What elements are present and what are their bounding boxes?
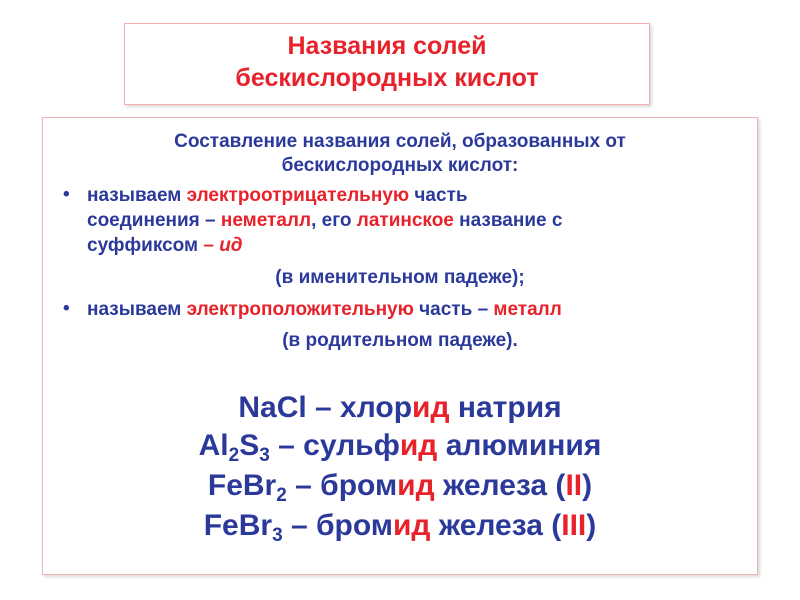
- bullet-1-text: название с: [453, 210, 563, 231]
- term-nonmetal: неметалл: [220, 210, 312, 231]
- formula-text: – бром: [286, 469, 398, 502]
- bullet-2-text: называем: [87, 299, 187, 320]
- formula-text: натрия: [449, 391, 562, 424]
- formula-text: ): [586, 509, 597, 542]
- intro-line-2: бескислородных кислот:: [281, 155, 519, 176]
- bullet-marker-1: •: [63, 184, 70, 205]
- suffix-id: ид: [399, 429, 438, 462]
- bullet-marker-2: •: [63, 298, 70, 319]
- title-line-1: Названия солей: [287, 32, 487, 60]
- formula-text: FeBr: [207, 469, 277, 502]
- bullet-1-text: соединения –: [87, 210, 221, 231]
- term-suffix-id: – ид: [203, 235, 243, 256]
- bullet-2-text: часть –: [413, 299, 494, 320]
- bullet-1-text: называем: [87, 185, 187, 206]
- term-metal: металл: [493, 299, 562, 320]
- bullet-1-text: , его: [311, 210, 357, 231]
- formula-text: Al: [198, 429, 229, 462]
- valence: III: [561, 509, 587, 542]
- intro-text: [43, 130, 757, 178]
- formula-text: – сульф: [269, 429, 400, 462]
- subscript: 2: [228, 445, 240, 466]
- title-line-2: бескислородных кислот: [235, 64, 539, 92]
- valence: II: [565, 469, 583, 502]
- subscript: 3: [272, 525, 283, 546]
- bullet-2-note: (в родительном падеже).: [282, 330, 518, 351]
- bullet-1-note: (в именительном падеже);: [275, 267, 525, 288]
- term-electronegative: электроотрицательную: [186, 185, 410, 206]
- bullet-1-line-2: [87, 209, 562, 233]
- bullet-1-text: суффиксом: [87, 235, 204, 256]
- formula-text: железа (: [434, 469, 566, 502]
- suffix-id: ид: [412, 391, 450, 424]
- formula-text: S: [239, 429, 260, 462]
- formula-text: – бром: [282, 509, 393, 542]
- bullet-1-text: часть: [409, 185, 468, 206]
- formula-nacl: [43, 390, 757, 426]
- suffix-id: ид: [392, 509, 431, 542]
- formula-text: алюминия: [437, 429, 602, 462]
- bullet-1-line-3: [87, 234, 243, 258]
- bullet-2-line-1: [87, 298, 562, 322]
- formula-text: ): [582, 469, 593, 502]
- term-electropositive: электроположительную: [186, 299, 414, 320]
- content-box: [42, 117, 758, 575]
- term-latin: латинское: [356, 210, 454, 231]
- title-box: [124, 23, 650, 105]
- bullet-1-line-1: [87, 184, 468, 208]
- suffix-id: ид: [397, 469, 435, 502]
- formula-text: железа (: [430, 509, 562, 542]
- formula-text: NaCl – хлор: [238, 391, 413, 424]
- formula-febr3: [43, 508, 757, 554]
- subscript: 3: [259, 445, 270, 466]
- formula-text: FeBr: [203, 509, 273, 542]
- subscript: 2: [276, 485, 287, 506]
- intro-line-1: Составление названия солей, образованных от: [174, 131, 626, 152]
